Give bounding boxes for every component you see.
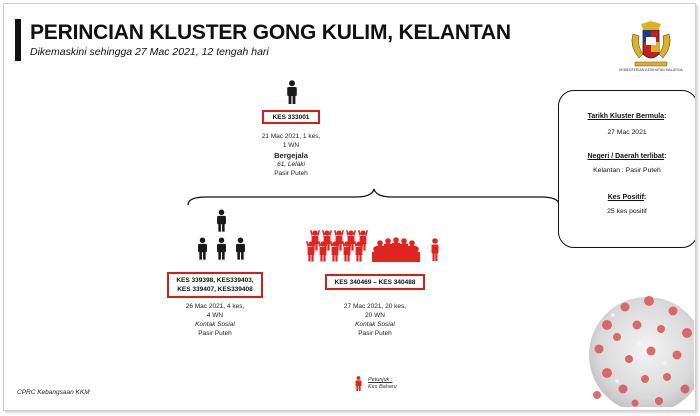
- right-group-location: Pasir Puteh: [358, 330, 392, 337]
- coronavirus-image: [577, 285, 694, 407]
- area-colon: :: [664, 153, 667, 160]
- page-title: PERINCIAN KLUSTER GONG KULIM, KELANTAN: [30, 21, 511, 44]
- positive-colon: :: [643, 194, 647, 201]
- right-group-count: 20 WN: [365, 312, 385, 319]
- area-value: Kelantan : Pasir Puteh: [593, 167, 661, 174]
- start-date-label-text: Tarikh Kluster Bermula: [587, 113, 665, 120]
- index-case-person-icon: [285, 80, 299, 104]
- right-group-date: 27 Mac 2021, 20 kes,: [343, 303, 407, 310]
- person-icon: [234, 237, 247, 260]
- start-date-value: 27 Mac 2021: [607, 129, 647, 136]
- legend-person-icon: [354, 376, 363, 391]
- legend-title: Petunjuk :: [368, 377, 393, 383]
- area-label-text: Negeri / Daerah terlibat: [587, 153, 665, 160]
- page-subtitle: Dikemaskini sehingga 27 Mac 2021, 12 tengah hari: [30, 46, 269, 58]
- cluster-info-box: [558, 90, 696, 248]
- right-group-people: [306, 230, 444, 262]
- cluster-brace: [186, 187, 561, 209]
- right-group-case-label: KES 340469 – KES 340488: [325, 274, 425, 290]
- right-group-type: Kontak Sosial: [355, 321, 395, 328]
- left-group-location: Pasir Puteh: [198, 330, 232, 337]
- title-accent-bar: [15, 19, 21, 61]
- index-case-count: 1 WN: [282, 142, 300, 149]
- start-date-colon: :: [664, 113, 667, 120]
- person-icon: [215, 209, 228, 232]
- left-group-label-line1: KES 339398, KES339403,: [176, 277, 254, 284]
- left-group-date: 26 Mac 2021, 4 kes,: [185, 303, 245, 310]
- index-case-profile: 61, Lelaki: [277, 161, 305, 168]
- index-case-status: Bergejala: [274, 151, 308, 160]
- footer-source: CPRC Kebangsaan KKM: [17, 389, 90, 396]
- left-group-case-label: [167, 272, 263, 298]
- start-date-label: [559, 113, 695, 120]
- index-case-date: 21 Mac 2021, 1 kes,: [261, 133, 321, 140]
- slide: [3, 3, 696, 411]
- left-group-type: Kontak Sosial: [195, 321, 235, 328]
- positive-value: 25 kes positif: [607, 208, 647, 215]
- positive-label: [559, 194, 695, 201]
- positive-label-text: Kes Positif: [607, 194, 644, 201]
- left-group-count: 4 WN: [206, 312, 224, 319]
- legend-new-case: Kes Baharu: [368, 384, 397, 390]
- person-icon: [196, 237, 209, 260]
- left-group-label-line2: KES 339407, KES339408: [177, 286, 253, 293]
- legend: [368, 377, 397, 391]
- index-case-label: KES 333001: [262, 110, 320, 124]
- person-icon: [215, 237, 228, 260]
- area-label: [559, 153, 695, 160]
- index-case-location: Pasir Puteh: [274, 170, 308, 177]
- ministry-name: KEMENTERIAN KESIHATAN MALAYSIA: [619, 68, 683, 72]
